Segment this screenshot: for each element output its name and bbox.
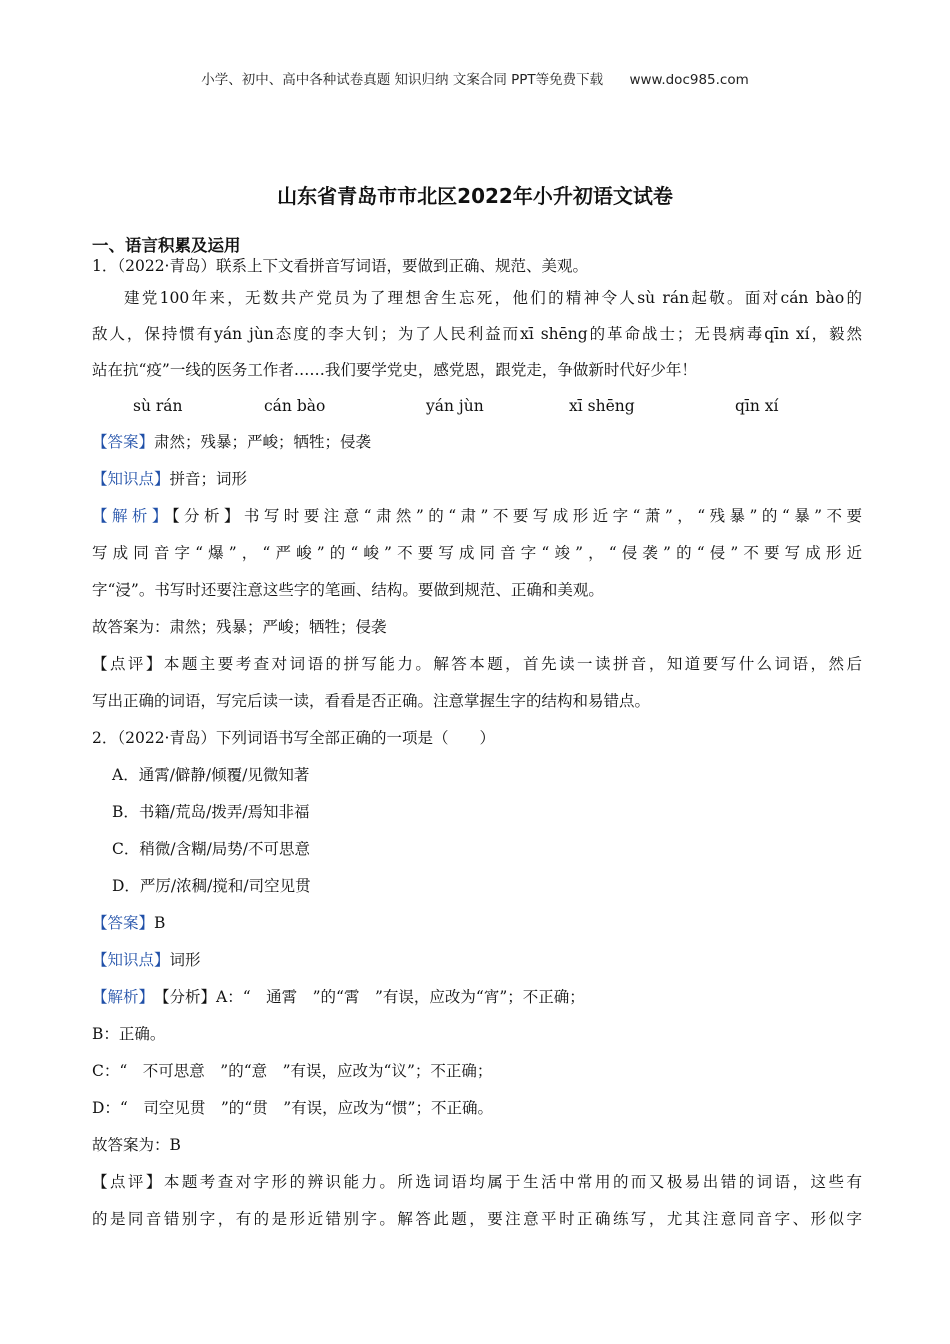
pinyin-prompt: xī shēng [569,397,635,415]
q1-passage-line: 站在抗“疫”一线的医务工作者……我们要学党史，感党恩，跟党走，争做新时代好少年！ [92,361,697,379]
q2-option-d: D．严厉/浓稠/搅和/司空见贯 [112,877,311,895]
answer-text: B [154,914,166,932]
q1-stem: 1．（2022·青岛）联系上下文看拼音写词语，要做到正确、规范、美观。 [92,257,588,275]
q1-passage-line: 建党100年来，无数共产党员为了理想舍生忘死，他们的精神令人sù rán起敬。面对cán bào的 [124,289,862,307]
knowledge-text: 词形 [169,951,201,969]
q2-comment-line: 【点评】本题考查对字形的辨识能力。所选词语均属于生活中常用的而又极易出错的词语，这些有 [92,1173,862,1191]
document-body [92,252,862,1238]
q2-analysis-line: D：“ 司空见贯 ”的“贯 ”有误，应改为“惯”；不正确。 [92,1099,493,1117]
q2-option-b: B．书籍/荒岛/拨弄/焉知非福 [112,803,310,821]
knowledge-tag: 【知识点】 [92,470,170,488]
answer-tag: 【答案】 [92,914,155,932]
q1-analysis-line: 写成同音字“爆”，“严峻”的“峻”不要写成同音字“竣”，“侵袭”的“侵”不要写成形近 [92,544,862,562]
knowledge-tag: 【知识点】 [92,951,170,969]
analysis-text: 【分析】书写时要注意“肃然”的“肃”不要写成形近字“萧”，“残暴”的“暴”不要 [171,507,862,525]
q2-analysis-line: C：“ 不可思意 ”的“意 ”有误，应改为“议”；不正确； [92,1062,493,1080]
q2-option-c: C．稍微/含糊/局势/不可思意 [112,840,311,858]
analysis-tag: 【解析】 [92,507,172,525]
analysis-tag: 【解析】 [92,988,147,1006]
pinyin-prompt: cán bào [264,397,326,415]
q1-knowledge [92,461,862,498]
page-header [0,68,950,88]
pinyin-prompt: qīn xí [735,397,779,415]
q1-pinyin-row [92,388,862,424]
header-text: 小学、初中、高中各种试卷真题 知识归纳 文案合同 PPT等免费下载 [201,72,604,88]
q2-option-a: A．通霄/僻静/倾覆/见微知著 [112,766,310,784]
q2-final-answer: 故答案为：B [92,1136,181,1154]
pinyin-prompt: yán jùn [426,397,484,415]
q2-analysis-line: B：正确。 [92,1025,166,1043]
answer-tag: 【答案】 [92,433,155,451]
header-site-link[interactable]: www.doc985.com [629,72,749,88]
q1-answer [92,424,862,461]
knowledge-text: 拼音；词形 [169,470,248,488]
q1-comment-line: 【点评】本题主要考查对词语的拼写能力。解答本题，首先读一读拼音，知道要写什么词语，然后 [92,655,862,673]
analysis-text: 【分析】A：“ 通霄 ”的“霄 ”有误，应改为“宵”；不正确； [146,988,585,1006]
q1-analysis-line [92,498,862,535]
page-title: 山东省青岛市市北区2022年小升初语文试卷 [277,184,673,208]
q1-analysis-line: 字“浸”。书写时还要注意这些字的笔画、结构。要做到规范、正确和美观。 [92,581,604,599]
q2-comment-line: 的是同音错别字，有的是形近错别字。解答此题，要注意平时正确练写，尤其注意同音字、形似字 [92,1210,862,1228]
q2-answer [92,905,862,942]
q2-knowledge [92,942,862,979]
q1-passage-line: 敌人，保持惯有yán jùn态度的李大钊；为了人民利益而xī shēng的革命战士；无畏病毒qīn xí，毅然 [92,325,862,343]
q2-analysis-line [92,979,862,1016]
answer-text: 肃然；残暴；严峻；牺牲；侵袭 [154,433,372,451]
pinyin-prompt: sù rán [133,397,183,415]
q2-stem: 2．（2022·青岛）下列词语书写全部正确的一项是（ ） [92,729,495,747]
section-heading: 一、语言积累及运用 [92,236,241,255]
q1-final-answer: 故答案为：肃然；残暴；严峻；牺牲；侵袭 [92,618,387,636]
q1-comment-line: 写出正确的词语，写完后读一读，看看是否正确。注意掌握生字的结构和易错点。 [92,692,651,710]
